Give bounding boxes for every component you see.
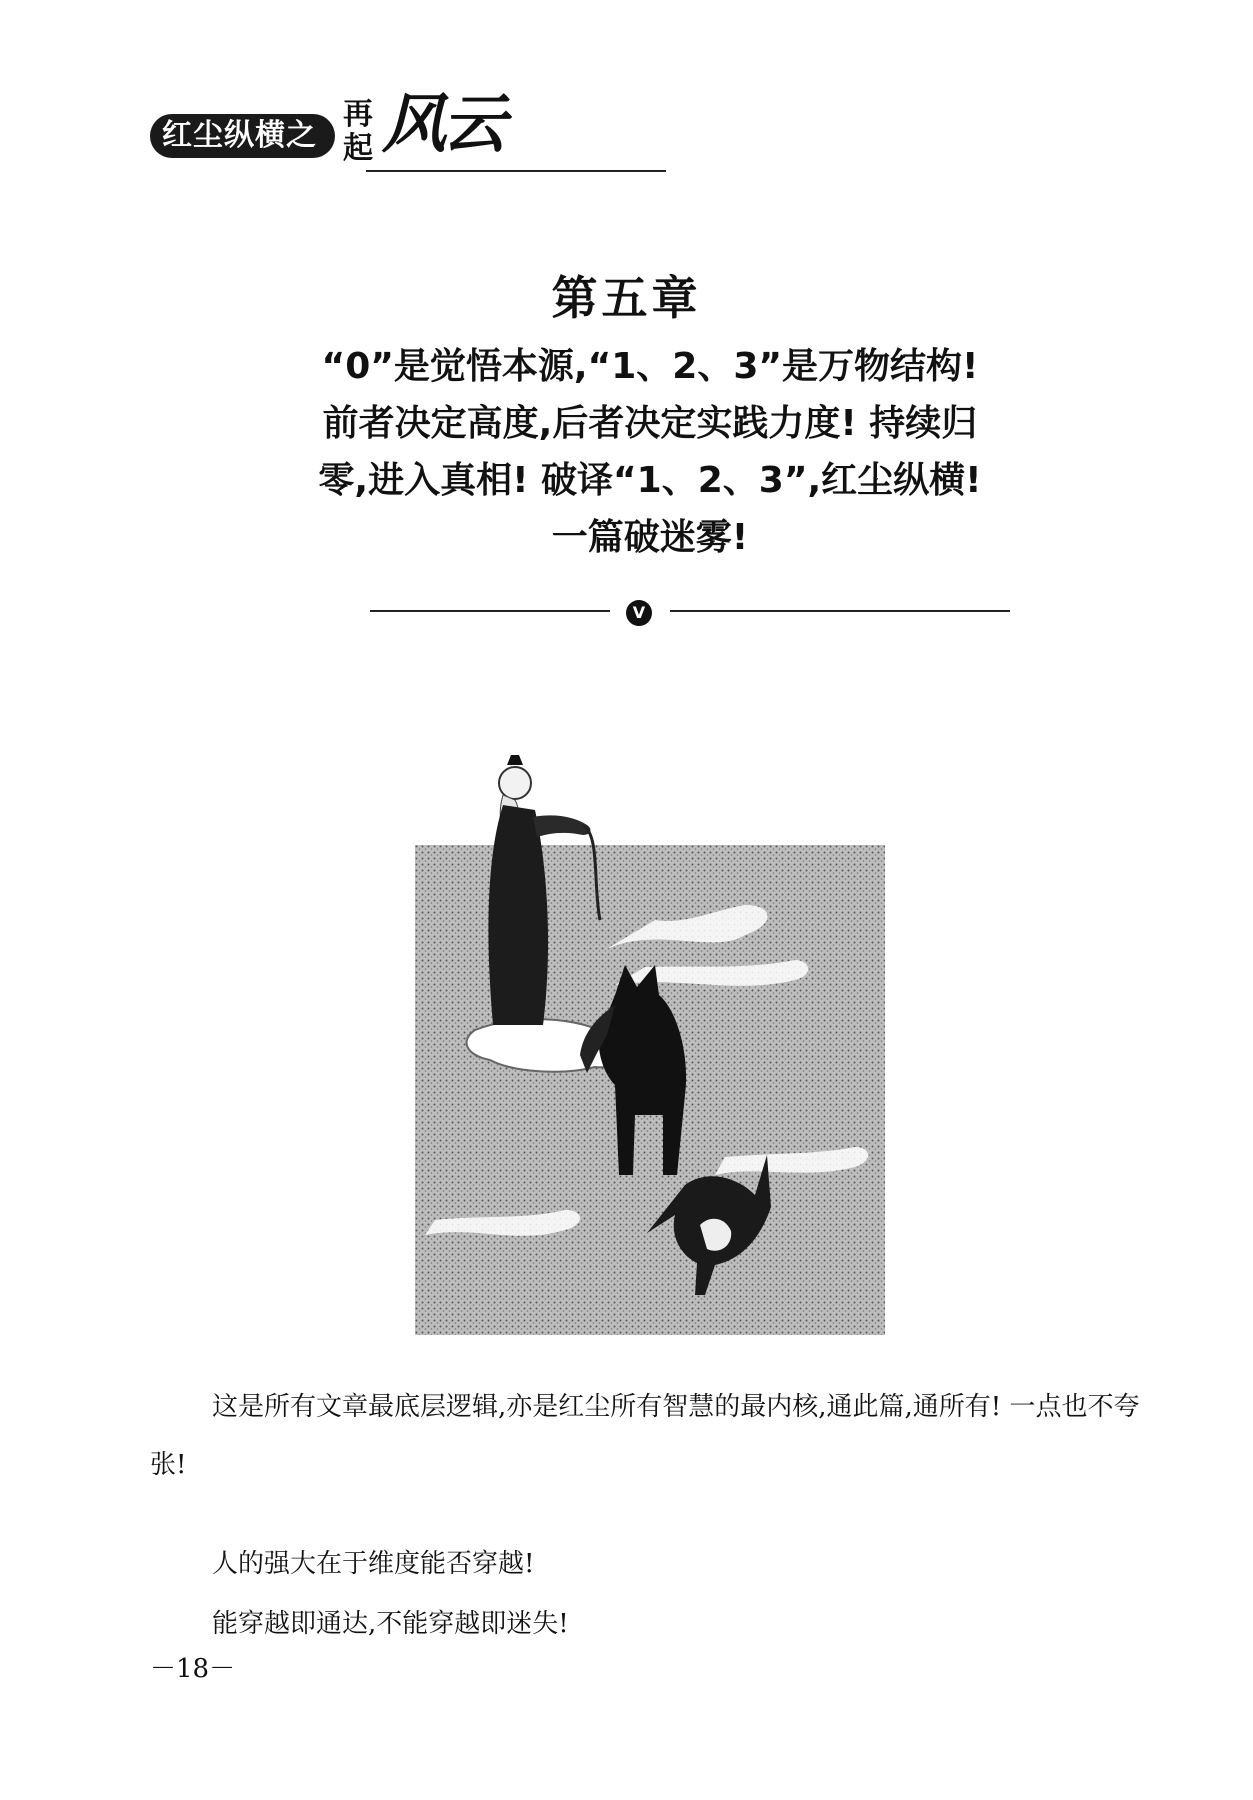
sage-and-horse-illustration	[415, 755, 885, 1335]
header-title-large: 风云	[382, 87, 502, 162]
subtitle-line: 前者决定高度,后者决定实践力度! 持续归	[322, 403, 978, 444]
paragraph: 人的强大在于维度能否穿越!	[212, 1549, 535, 1579]
chapter-emblem-icon: V	[626, 600, 652, 626]
book-header	[150, 88, 530, 168]
subtitle-line: “0”是觉悟本源,“1、2、3”是万物结构!	[321, 346, 979, 387]
paragraph: 这是所有文章最底层逻辑,亦是红尘所有智慧的最内核,通此篇,通所有! 一点也不夸张!	[150, 1392, 1140, 1480]
page-number: －18－	[150, 1654, 236, 1684]
sage-figure	[488, 805, 548, 1025]
chapter-title: 第五章	[551, 271, 702, 325]
chapter-subtitle	[250, 338, 1050, 566]
divider-line-left	[370, 610, 610, 612]
paragraph: 能穿越即通达,不能穿越即迷失!	[212, 1609, 569, 1639]
divider-line-right	[670, 610, 1010, 612]
header-title-small: 再起	[343, 97, 373, 166]
header-underline	[366, 170, 666, 172]
series-label: 红尘纵横之	[150, 114, 335, 158]
chapter-divider	[350, 600, 1030, 620]
subtitle-line: 一篇破迷雾!	[551, 517, 749, 558]
subtitle-line: 零,进入真相! 破译“1、2、3”,红尘纵横!	[318, 460, 982, 501]
